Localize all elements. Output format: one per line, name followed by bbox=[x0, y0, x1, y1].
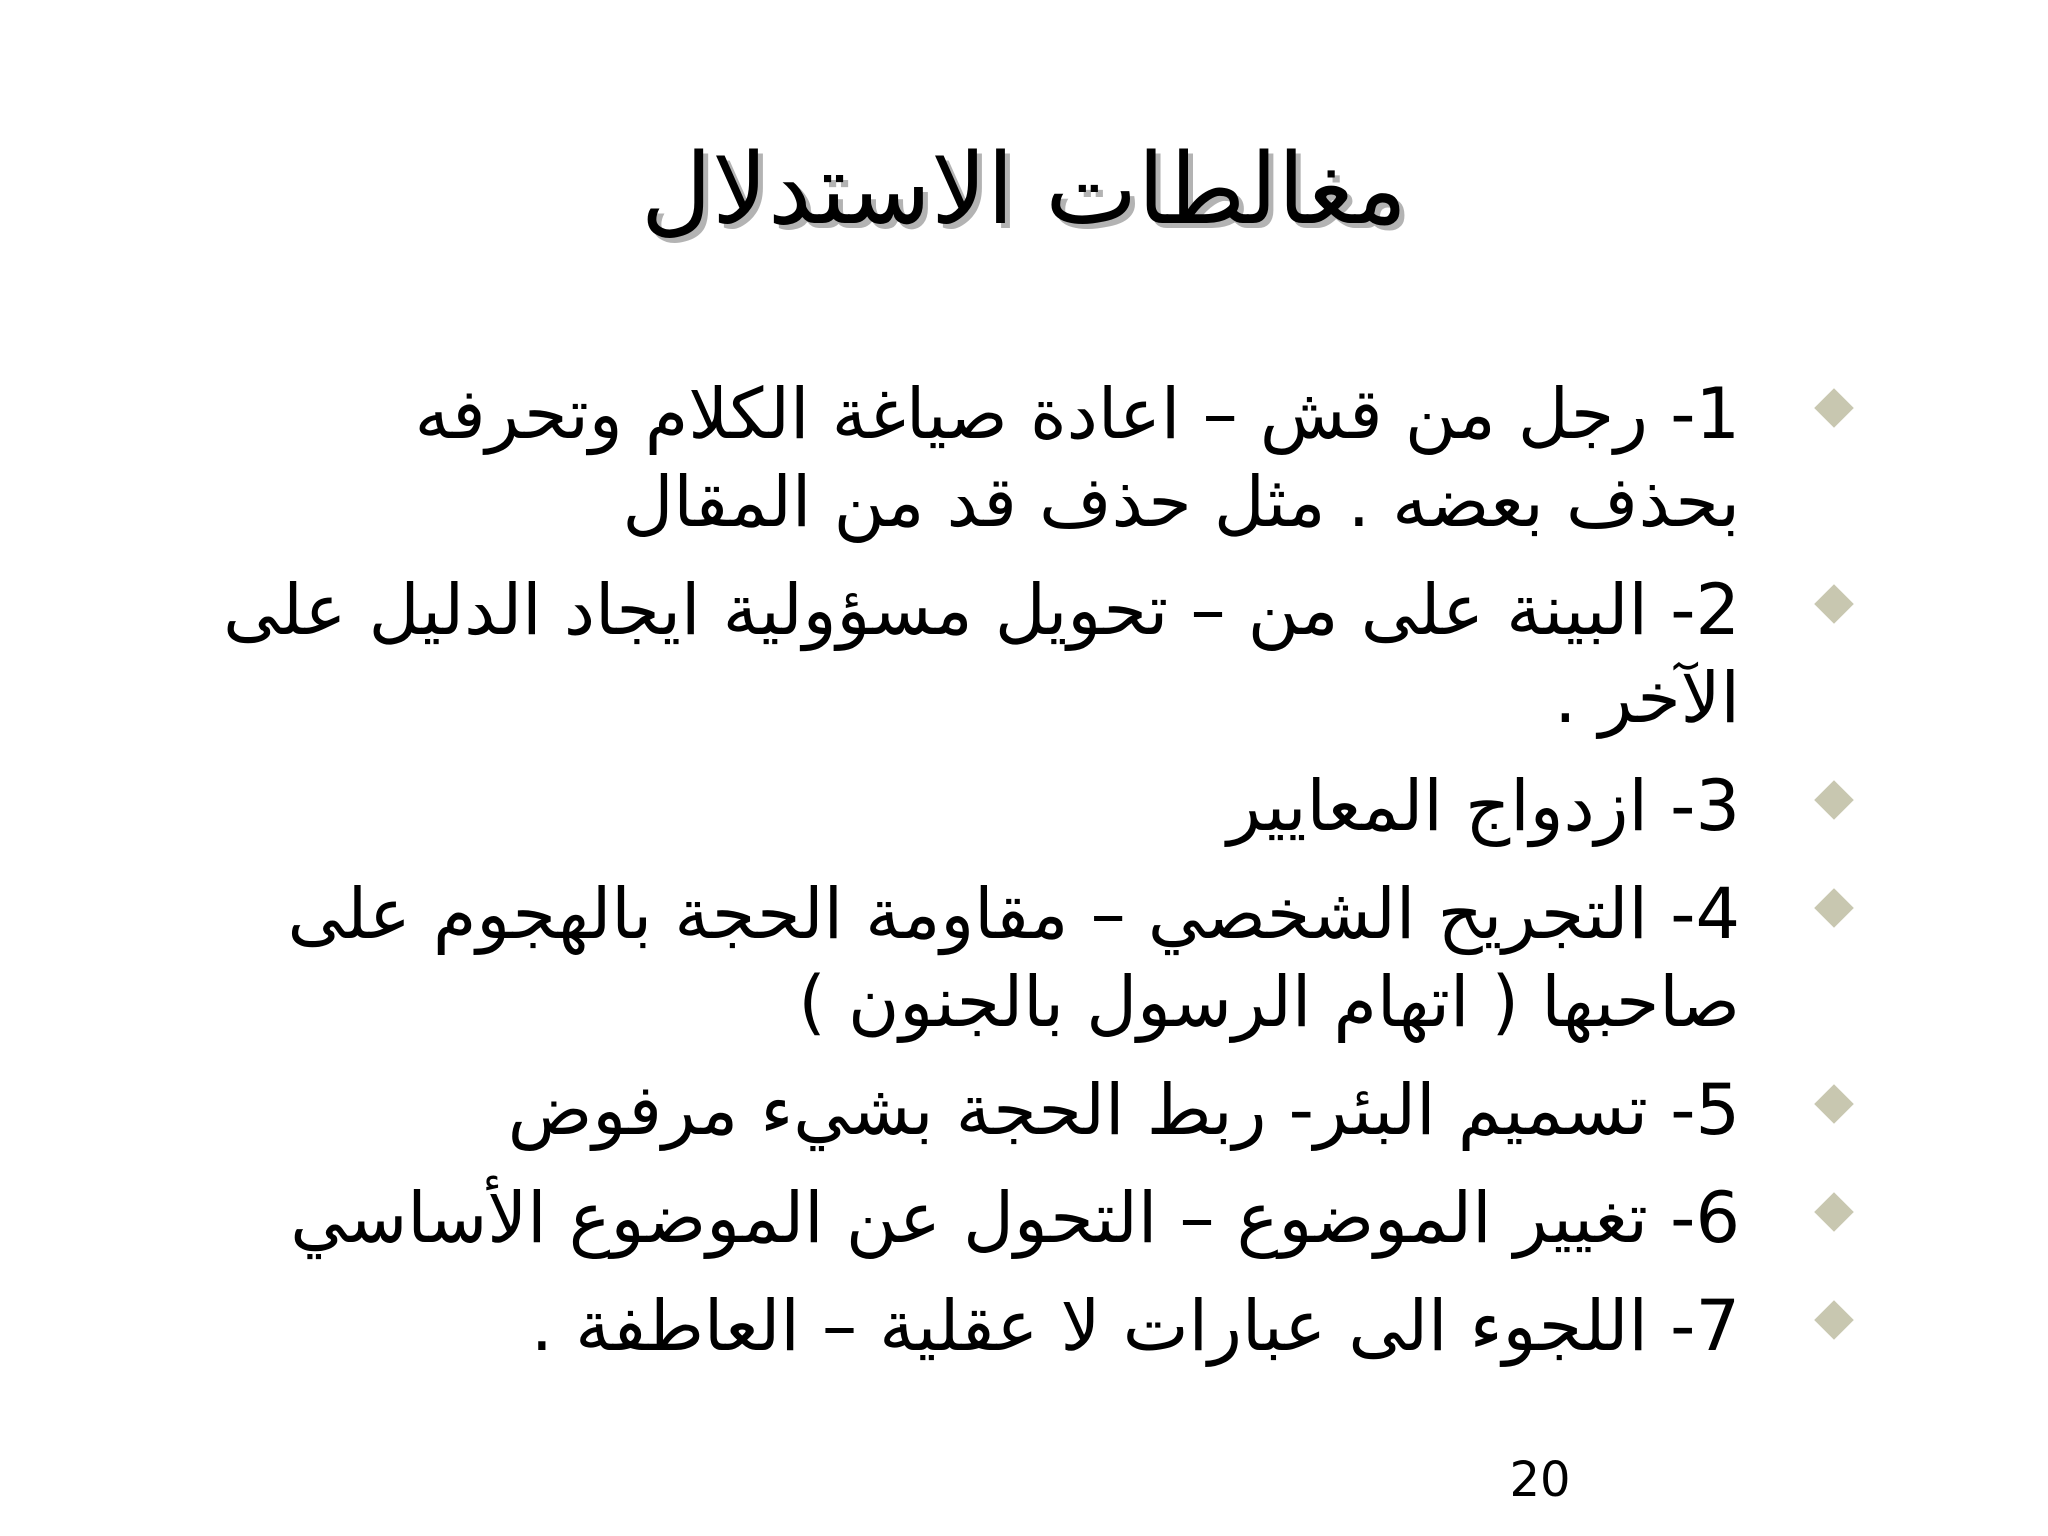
bullet-text: 3- ازدواج المعايير bbox=[1227, 765, 1740, 847]
bullet-item bbox=[220, 1174, 1870, 1262]
diamond-icon bbox=[1814, 1192, 1854, 1232]
diamond-icon bbox=[1814, 388, 1854, 428]
diamond-icon bbox=[1814, 1084, 1854, 1124]
bullet-item bbox=[220, 1066, 1870, 1154]
bullet-text: 1- رجل من قش – اعادة صياغة الكلام وتحرفه بحذف بعضه . مثل حذف قد من المقال bbox=[414, 373, 1740, 543]
bullet-item bbox=[220, 762, 1870, 850]
page-number: 20 bbox=[1509, 1452, 1571, 1508]
diamond-icon bbox=[1814, 780, 1854, 820]
diamond-icon bbox=[1814, 584, 1854, 624]
bullet-item bbox=[220, 870, 1870, 1046]
bullet-list bbox=[220, 370, 1870, 1390]
diamond-icon bbox=[1814, 888, 1854, 928]
bullet-text: 6- تغيير الموضوع – التحول عن الموضوع الأساسي bbox=[290, 1177, 1740, 1259]
bullet-text: 5- تسميم البئر- ربط الحجة بشيء مرفوض bbox=[507, 1069, 1740, 1151]
bullet-text: 2- البينة على من – تحويل مسؤولية ايجاد الدليل على الآخر . bbox=[223, 569, 1740, 739]
slide-title: مغالطات الاستدلال bbox=[640, 133, 1408, 247]
diamond-icon bbox=[1814, 1300, 1854, 1340]
bullet-item bbox=[220, 566, 1870, 742]
bullet-text: 4- التجريح الشخصي – مقاومة الحجة بالهجوم على صاحبها ( اتهام الرسول بالجنون ) bbox=[287, 873, 1740, 1043]
bullet-item bbox=[220, 370, 1870, 546]
bullet-item bbox=[220, 1282, 1870, 1370]
bullet-text: 7- اللجوء الى عبارات لا عقلية – العاطفة . bbox=[530, 1285, 1740, 1367]
